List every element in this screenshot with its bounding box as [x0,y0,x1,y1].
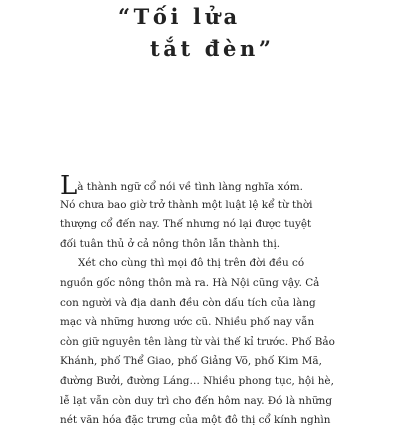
text-line: Khánh, phố Thể Giao, phố Giảng Võ, phố Kim Mã, [60,355,322,368]
text-line: nét văn hóa đặc trưng của một đô thị cổ kính nghìn [60,414,331,427]
text-line: Xét cho cùng thì mọi đô thị trên đời đều có [78,257,305,270]
text-line: đối tuân thủ ở cả nông thôn lẫn thành thị. [60,237,281,250]
text-line: thượng cổ đến nay. Thế nhưng nó lại được tuyệt [60,218,312,231]
text-line: Nó chưa bao giờ trở thành một luật lệ kể từ thời [60,198,313,211]
paragraph-1 [60,171,360,254]
drop-cap: L [60,171,78,201]
text-line: mạc và những hương ước cũ. Nhiều phố nay vẫn [60,316,315,329]
chapter-title-line-1: “Tối lửa [118,4,241,29]
text-line: Là thành ngữ cổ nói về tình làng nghĩa xóm. [60,171,303,201]
text-line: nguồn gốc nông thôn mà ra. Hà Nội cũng vậy. Cả [60,276,320,289]
paragraph-2 [60,254,360,430]
chapter-title-line-2: tắt đèn” [150,36,275,61]
text-line: lễ lạt vẫn còn duy trì cho đến hôm nay. Đó là những [60,394,332,407]
text-line: con người và địa danh đều còn dấu tích của làng [60,296,316,309]
chapter-body [60,171,360,431]
text-line: còn giữ nguyên tên làng từ vài thế kỉ trước. Phố Bảo [60,335,335,348]
text-line: đường Bưởi, đường Láng… Nhiều phong tục, hội hè, [60,374,334,387]
